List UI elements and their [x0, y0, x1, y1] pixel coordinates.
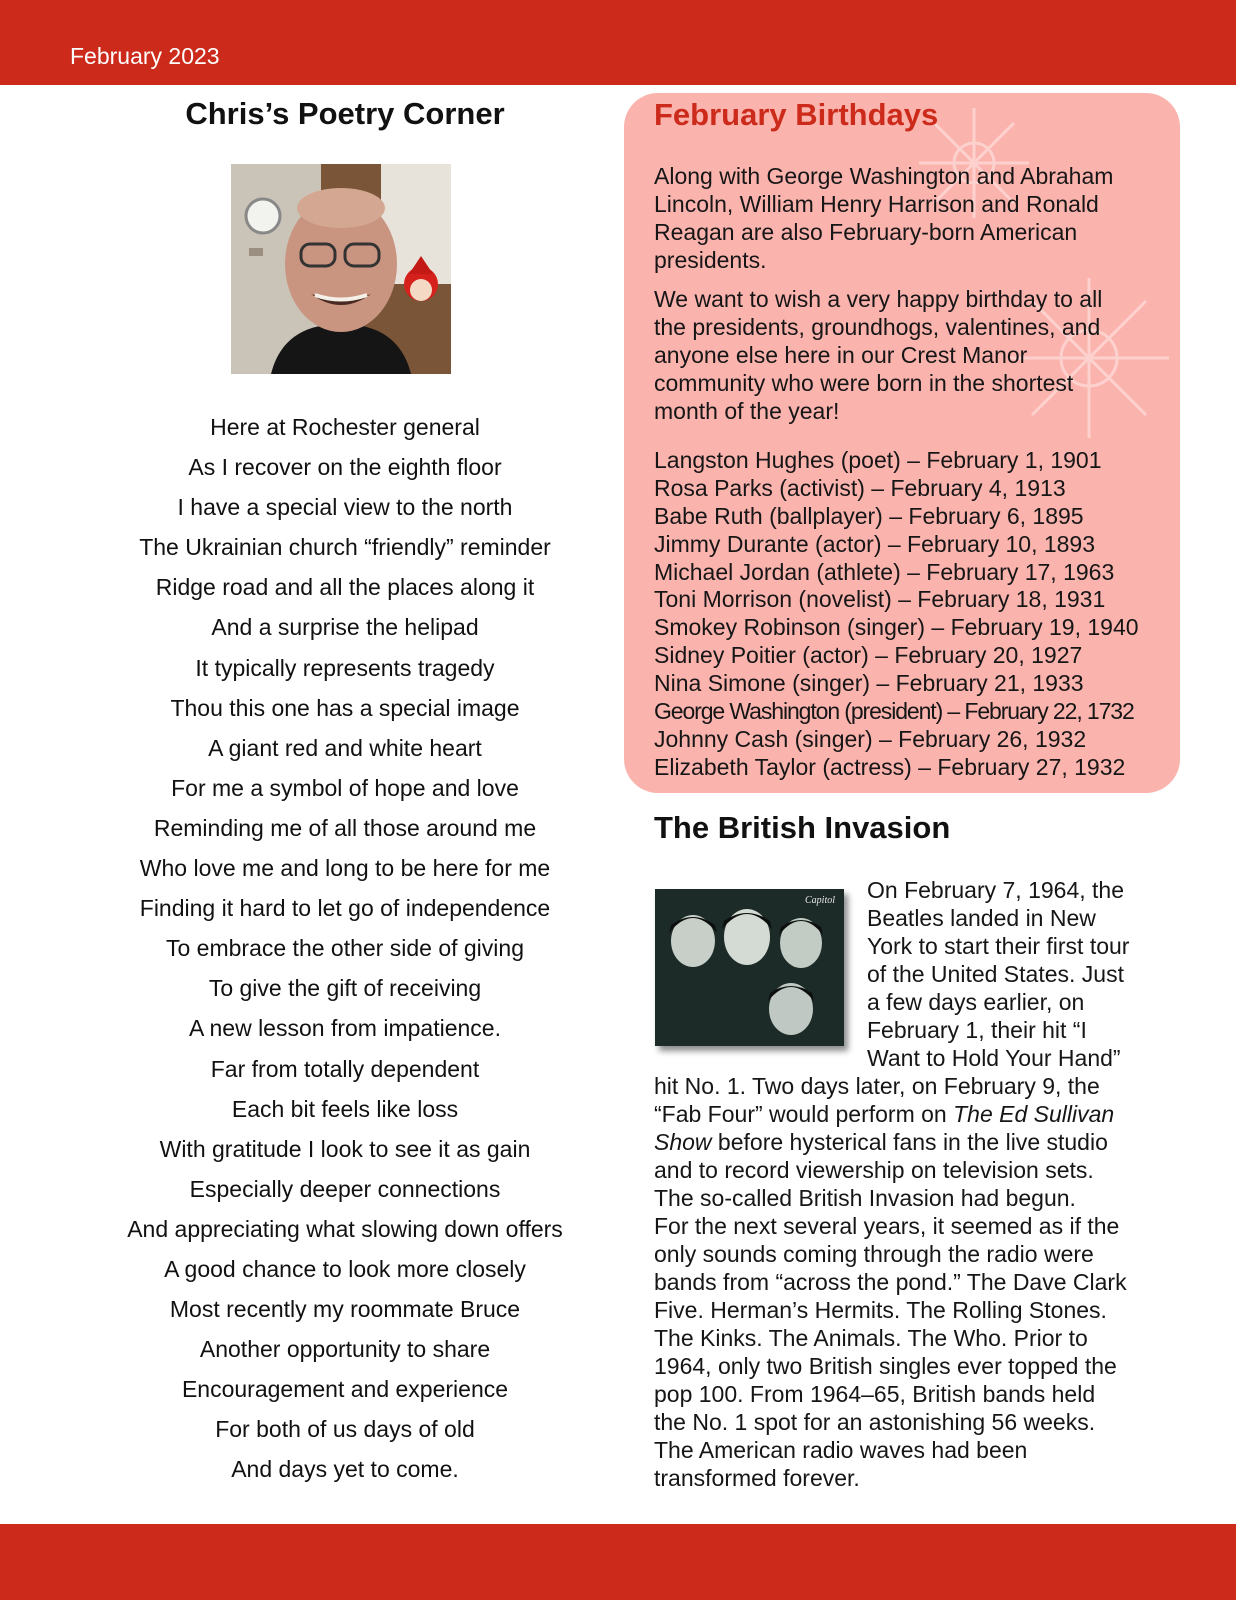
show-title: The Ed Sullivan — [953, 1101, 1115, 1127]
text-segment: “Fab Four” would perform on — [654, 1101, 954, 1127]
british-invasion-article — [654, 876, 1164, 1492]
poem-line: Finding it hard to let go of independence — [139, 895, 551, 922]
text-line: a few days earlier, on — [867, 989, 1085, 1015]
text-line: the presidents, groundhogs, valentines, and — [654, 314, 1101, 340]
birthday-item: Babe Ruth (ballplayer) – February 6, 1895 — [654, 502, 1084, 529]
poem-line: A good chance to look more closely — [164, 1255, 526, 1282]
poem-line: With gratitude I look to see it as gain — [159, 1135, 531, 1162]
poem-line: It typically represents tragedy — [195, 654, 495, 681]
text-line: Five. Herman’s Hermits. The Rolling Stones. — [654, 1297, 1107, 1323]
poem-line: A new lesson from impatience. — [189, 1015, 501, 1042]
birthdays-intro — [654, 162, 1164, 274]
birthday-item: Toni Morrison (novelist) – February 18, 1931 — [654, 586, 1106, 613]
show-title: Show — [654, 1129, 712, 1155]
text-line: Lincoln, William Henry Harrison and Ronald — [654, 191, 1099, 217]
birthday-item: Jimmy Durante (actor) – February 10, 1893 — [654, 530, 1096, 557]
birthdays-box — [624, 93, 1180, 793]
poem-line: To embrace the other side of giving — [166, 935, 524, 962]
text-line: and to record viewership on television sets. — [654, 1157, 1094, 1183]
birthday-item: Johnny Cash (singer) – February 26, 1932 — [654, 725, 1087, 752]
poem-line: For both of us days of old — [215, 1416, 475, 1443]
birthday-item: Michael Jordan (athlete) – February 17, 1963 — [654, 558, 1115, 585]
text-line: Want to Hold Your Hand” — [867, 1045, 1121, 1071]
birthdays-wish — [654, 285, 1164, 425]
poem-line: Most recently my roommate Bruce — [169, 1296, 521, 1323]
issue-date: February 2023 — [70, 43, 220, 69]
text-line: 1964, only two British singles ever topped the — [654, 1353, 1117, 1379]
birthday-list — [654, 447, 1139, 782]
poem-line: The Ukrainian church “friendly” reminder — [139, 534, 551, 561]
poem-line: Each bit feels like loss — [231, 1095, 459, 1122]
text-line: For the next several years, it seemed as if the — [654, 1213, 1120, 1239]
poem-line: Who love me and long to be here for me — [139, 855, 551, 882]
text-line: anyone else here in our Crest Manor — [654, 342, 1028, 368]
text-line: month of the year! — [654, 398, 840, 424]
birthday-item: Rosa Parks (activist) – February 4, 1913 — [654, 474, 1066, 501]
poem-line: A giant red and white heart — [208, 734, 482, 761]
footer-bar — [0, 1524, 1236, 1600]
text-line: pop 100. From 1964–65, British bands held — [654, 1381, 1096, 1407]
poem-line: Here at Rochester general — [210, 414, 480, 440]
poem-line: And days yet to come. — [231, 1456, 459, 1483]
header-bar — [0, 0, 1236, 85]
text-line — [654, 1101, 1114, 1127]
birthday-item: George Washington (president) – February 22, 1732 — [654, 698, 1134, 725]
poem-line: For me a symbol of hope and love — [171, 774, 519, 801]
text-line: community who were born in the shortest — [654, 370, 1074, 396]
text-line — [654, 1129, 1108, 1155]
birthdays-title: February Birthdays — [654, 97, 939, 132]
text-line: On February 7, 1964, the — [867, 877, 1124, 903]
text-line: presidents. — [654, 247, 767, 273]
poem-line: And a surprise the helipad — [211, 614, 479, 641]
text-line: only sounds coming through the radio were — [654, 1241, 1094, 1267]
text-segment: before hysterical fans in the live studio — [711, 1129, 1108, 1155]
text-line: Reagan are also February-born American — [654, 219, 1078, 245]
poem-line: Reminding me of all those around me — [153, 814, 537, 841]
text-line: Beatles landed in New — [867, 905, 1096, 931]
text-line: We want to wish a very happy birthday to all — [654, 286, 1103, 312]
album-logo: Capitol — [805, 895, 836, 906]
text-line: February 1, their hit “I — [867, 1017, 1087, 1043]
poem — [60, 410, 630, 1493]
poem-line: I have a special view to the north — [177, 494, 513, 521]
birthday-item: Nina Simone (singer) – February 21, 1933 — [654, 670, 1084, 697]
text-line: bands from “across the pond.” The Dave Clark — [654, 1269, 1127, 1295]
text-line: hit No. 1. Two days later, on February 9, the — [654, 1073, 1100, 1099]
poem-line: Another opportunity to share — [199, 1336, 491, 1363]
poem-line: Ridge road and all the places along it — [155, 574, 535, 601]
text-line: The Kinks. The Animals. The Who. Prior to — [654, 1325, 1088, 1351]
poem-line: As I recover on the eighth floor — [188, 454, 502, 481]
text-line: York to start their first tour — [867, 933, 1130, 959]
text-line: the No. 1 spot for an astonishing 56 weeks. — [654, 1409, 1096, 1435]
author-photo — [231, 164, 451, 374]
text-line: The American radio waves had been — [654, 1437, 1028, 1463]
birthday-item: Elizabeth Taylor (actress) – February 27, 1932 — [654, 753, 1126, 780]
text-line: transformed forever. — [654, 1465, 860, 1491]
poem-line: Thou this one has a special image — [170, 694, 520, 721]
poem-line: To give the gift of receiving — [208, 975, 482, 1002]
text-line: The so-called British Invasion had begun. — [654, 1185, 1076, 1211]
poem-line: Especially deeper connections — [189, 1175, 501, 1202]
british-invasion-title: The British Invasion — [654, 810, 951, 845]
poem-line: Far from totally dependent — [210, 1055, 480, 1082]
poem-line: And appreciating what slowing down offers — [127, 1215, 563, 1242]
poem-line: Encouragement and experience — [181, 1376, 509, 1403]
birthday-item: Langston Hughes (poet) – February 1, 1901 — [654, 447, 1102, 473]
text-line: Along with George Washington and Abraham — [654, 163, 1114, 189]
birthday-item: Smokey Robinson (singer) – February 19, 1940 — [654, 614, 1139, 641]
poetry-title: Chris’s Poetry Corner — [185, 96, 505, 131]
text-line: of the United States. Just — [867, 961, 1124, 987]
birthday-item: Sidney Poitier (actor) – February 20, 1927 — [654, 642, 1083, 669]
